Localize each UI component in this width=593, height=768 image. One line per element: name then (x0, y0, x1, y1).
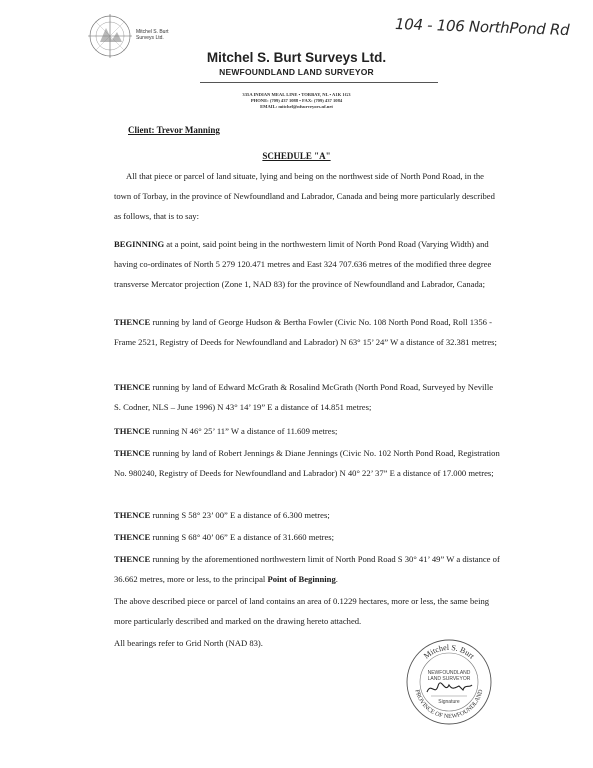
company-email: EMAIL: mitchel@nfsurveyors.nf.net (260, 104, 333, 109)
thence-paragraph-4 (114, 443, 500, 483)
thence-text-6: running S 68° 40’ 06” E a distance of 31.660 metres; (150, 532, 335, 542)
seal-line-1: NEWFOUNDLAND (427, 670, 471, 676)
thence-paragraph-1 (114, 312, 500, 352)
thence-text-7: running by the aforementioned northwestern limit of North Pond Road S 30° 41’ 49” W a distance of 36.662 metres, more or less, to the principal (114, 554, 500, 584)
beginning-keyword: BEGINNING (114, 239, 165, 249)
beginning-text: at a point, said point being in the northwestern limit of North Pond Road (Varying Width) and having co-ordinates of North 5 279 120.471 metres and East 324 707.636 metres of the modified three degree transverse Mercator projection (Zone 1, NAD 83) for the province of Newfoundland and Labrador, Canada; (114, 239, 492, 289)
thence-paragraph-5 (114, 505, 500, 525)
intro-paragraph: All that piece or parcel of land situate, lying and being on the northwest side of North Pond Road, in the town of Torbay, in the province of Newfoundland and Labrador, Canada and being more particularly described as follows, that is to say: (114, 171, 495, 221)
point-of-beginning: Point of Beginning (267, 574, 336, 584)
header-divider (200, 82, 438, 83)
company-address: 335A INDIAN MEAL LINE • TORBAY, NL • A1K 1G3 (242, 92, 351, 97)
logo-text (136, 29, 169, 41)
thence-keyword: THENCE (114, 554, 151, 564)
seal-line-2: LAND SURVEYOR (427, 676, 471, 682)
handwritten-signature (427, 683, 472, 692)
thence-keyword: THENCE (114, 382, 151, 392)
company-phone-fax: PHONE: (709) 437 1088 • FAX: (709) 437 1084 (250, 98, 343, 103)
thence-keyword: THENCE (114, 317, 151, 327)
thence-paragraph-6 (114, 527, 500, 547)
surveyor-seal (405, 638, 493, 726)
thence-text-1: running by land of George Hudson & Bertha Fowler (Civic No. 108 North Pond Road, Roll 1356 - Frame 2521, Registry of Deeds for Newfoundland and Labrador) N 63° 15’ 24” W a distance of 32.381 metres; (114, 317, 497, 347)
thence-keyword: THENCE (114, 448, 151, 458)
seal-top-arc: Mitchel S. Burt (422, 642, 477, 661)
pob-period: . (335, 574, 338, 584)
handwritten-address-note: 104 - 106 NorthPond Rd (394, 14, 570, 40)
thence-text-5: running S 58° 23’ 00” E a distance of 6.300 metres; (150, 510, 330, 520)
thence-text-4: running by land of Robert Jennings & Diane Jennings (Civic No. 102 North Pond Road, Registration No. 980240, Registry of Deeds for Newfoundland and Labrador) N 40° 22’ 37” E a distance of 17.000 metres; (114, 448, 500, 478)
area-paragraph: The above described piece or parcel of land contains an area of 0.1229 hectares, more or less, the same being more particularly described and marked on the drawing hereto attached. (114, 596, 490, 626)
schedule-title: SCHEDULE "A" (262, 151, 331, 161)
client-name: Client: Trevor Manning (128, 125, 220, 135)
beginning-paragraph (114, 234, 500, 294)
thence-paragraph-2 (114, 377, 500, 417)
thence-keyword: THENCE (114, 510, 151, 520)
company-subtitle: NEWFOUNDLAND LAND SURVEYOR (219, 67, 374, 77)
thence-paragraph-7 (114, 549, 500, 589)
thence-keyword: THENCE (114, 532, 151, 542)
bearings-paragraph: All bearings refer to Grid North (NAD 83). (114, 638, 263, 648)
company-name: Mitchel S. Burt Surveys Ltd. (206, 50, 387, 65)
thence-text-2: running by land of Edward McGrath & Rosalind McGrath (North Pond Road, Surveyed by Neville S. Codner, NLS – June 1996) N 43° 14’ 19” E a distance of 14.851 metres; (114, 382, 494, 412)
logo-line-1: Mitchel S. Burt (136, 29, 169, 35)
logo-line-2: Surveys Ltd. (136, 35, 164, 41)
thence-text-3: running N 46° 25’ 11” W a distance of 11.609 metres; (150, 426, 338, 436)
thence-paragraph-3 (114, 421, 500, 441)
seal-signature-label: Signature (438, 699, 460, 705)
seal-bottom-arc: PROVINCE OF NEWFOUNDLAND (413, 688, 485, 721)
thence-keyword: THENCE (114, 426, 151, 436)
